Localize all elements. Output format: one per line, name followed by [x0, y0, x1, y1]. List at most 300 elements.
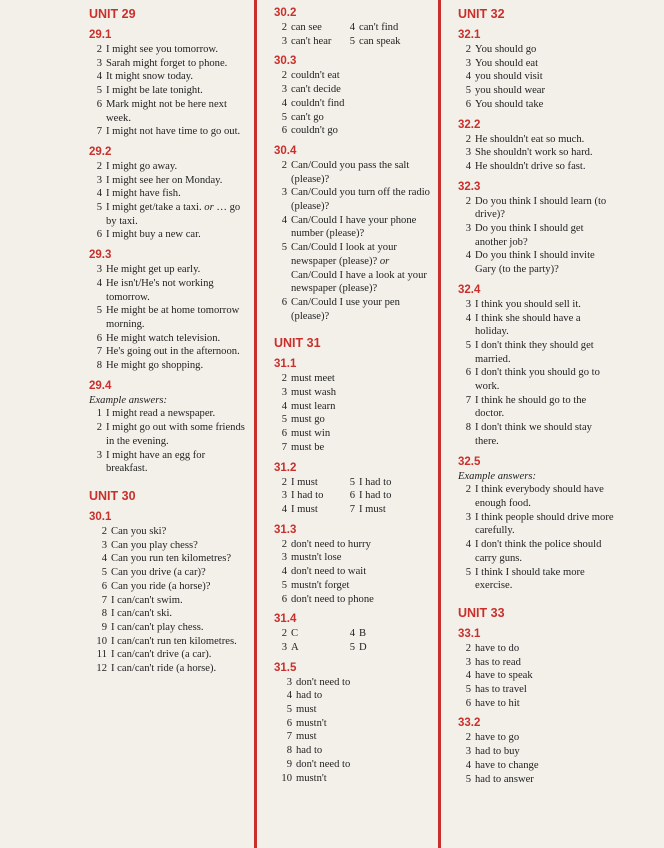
answer-item [274, 730, 434, 744]
answer-item [89, 662, 249, 676]
item-text [291, 186, 434, 213]
answer-item [274, 689, 434, 703]
answer-item [89, 332, 249, 346]
item-text [291, 641, 342, 655]
item-text [359, 35, 422, 49]
item-text [106, 57, 249, 71]
item-number: 2 [281, 70, 287, 82]
answer-text: I can/can't ski. [111, 608, 173, 620]
answer-text: You should eat [475, 57, 539, 69]
item-text [296, 744, 434, 758]
item-text [359, 489, 422, 503]
answer-item [274, 124, 434, 138]
answer-item [342, 476, 422, 490]
answer-text: I might see you tomorrow. [106, 44, 218, 55]
answer-text: must learn [291, 400, 336, 412]
exercise-number: 31.2 [274, 461, 297, 474]
item-text [475, 57, 616, 71]
answer-text: A [291, 641, 299, 653]
answer-text: had to answer [475, 773, 534, 785]
item-text [291, 83, 434, 97]
item-number: 3 [281, 35, 287, 47]
item-number: 5 [465, 85, 471, 97]
item-number: 3 [101, 539, 107, 551]
answer-text: don't need to [296, 758, 351, 770]
item-number: 7 [281, 441, 287, 453]
item-number: 3 [281, 187, 287, 199]
exercise-number: 30.3 [274, 55, 297, 68]
item-text [106, 263, 249, 277]
answer-item [274, 758, 434, 772]
answer-item [274, 565, 434, 579]
item-text [475, 98, 616, 112]
answer-text: can speak [359, 35, 401, 47]
answer-text: I might not have time to go out. [106, 126, 241, 138]
item-number: 8 [96, 360, 102, 372]
exercise-section [458, 118, 616, 174]
exercise-section [458, 627, 616, 711]
answer-item [274, 538, 434, 552]
answer-text: I must [359, 503, 386, 515]
answer-text: He might get up early. [106, 264, 201, 276]
item-number: 5 [96, 305, 102, 317]
answer-item [458, 133, 616, 147]
item-number: 10 [96, 635, 107, 647]
answer-item [458, 366, 616, 393]
item-text [106, 187, 249, 201]
exercise-number: 29.1 [89, 29, 112, 41]
item-text [291, 593, 434, 607]
answer-text: C [291, 628, 299, 640]
answer-text: have to do [475, 642, 520, 654]
exercise-section [458, 28, 616, 112]
exercise-section [274, 461, 434, 517]
item-text [475, 339, 616, 366]
item-text [296, 758, 434, 772]
answer-text: Sarah might forget to phone. [106, 57, 228, 69]
exercise-number: 32.4 [458, 283, 481, 296]
answer-text: can't go [291, 111, 324, 123]
answer-text: I might go out with some friends in the evening. [106, 422, 245, 447]
answer-item [342, 21, 422, 35]
item-number: 7 [96, 126, 102, 138]
item-text [291, 214, 434, 241]
answer-text: mustn't [296, 772, 327, 784]
answer-item [458, 70, 616, 84]
answer-text: couldn't find [291, 97, 345, 109]
item-number: 8 [465, 422, 471, 434]
answer-text: Can/Could I use your pen (please)? [291, 296, 400, 322]
answer-text: I think I should take more exercise. [475, 566, 585, 592]
answer-text: I must [291, 476, 318, 488]
answer-item [89, 125, 249, 139]
answer-item [458, 84, 616, 98]
item-number: 3 [465, 298, 471, 310]
item-text [475, 70, 616, 84]
answer-item [458, 298, 616, 312]
answer-item [458, 195, 616, 222]
item-text [475, 759, 616, 773]
item-number: 6 [96, 332, 102, 344]
item-number: 4 [465, 71, 471, 83]
item-number: 6 [465, 367, 471, 379]
column-divider-right [438, 0, 441, 848]
exercise-number: 32.3 [458, 180, 481, 193]
answer-text: don't need to phone [291, 593, 374, 605]
item-text [111, 580, 249, 594]
answer-text: Can/Could I have your phone number (please)? [291, 214, 417, 240]
exercise-section [274, 661, 434, 786]
item-text [475, 745, 616, 759]
item-text [475, 773, 616, 787]
answer-item [458, 669, 616, 683]
answer-item [274, 676, 434, 690]
answer-item [274, 97, 434, 111]
exercise-number: 29.4 [89, 379, 112, 392]
item-number: 6 [465, 697, 471, 709]
item-number: 4 [465, 759, 471, 771]
item-number: 3 [96, 57, 102, 69]
answer-text: must [296, 731, 317, 743]
item-number: 5 [465, 684, 471, 696]
answer-item [458, 394, 616, 421]
answer-text: I can/can't play chess. [111, 621, 204, 633]
or-word: or [379, 255, 390, 267]
item-text [111, 662, 249, 676]
answer-text: you should wear [475, 85, 546, 97]
item-number: 3 [96, 174, 102, 186]
item-text [475, 538, 616, 565]
answer-item [274, 69, 434, 83]
answer-text: I must [291, 503, 318, 515]
exercise-section [89, 28, 249, 139]
answer-text: mustn't forget [291, 579, 350, 591]
item-number: 3 [281, 387, 287, 399]
item-number: 4 [465, 539, 471, 551]
answer-item [458, 57, 616, 71]
answer-text: mustn't [296, 717, 327, 729]
answer-item [342, 489, 422, 503]
item-text [475, 683, 616, 697]
answer-item [458, 312, 616, 339]
answer-text: I can/can't ride (a horse). [111, 663, 217, 675]
item-text [475, 133, 616, 147]
item-number: 2 [465, 195, 471, 207]
item-text [291, 159, 434, 186]
answer-item [89, 594, 249, 608]
item-number: 4 [281, 214, 287, 226]
answer-item [274, 111, 434, 125]
item-number: 6 [101, 580, 107, 592]
answer-item [89, 566, 249, 580]
item-text [106, 277, 249, 304]
item-text [296, 730, 434, 744]
item-text [111, 594, 249, 608]
item-text [475, 43, 616, 57]
answer-item [458, 421, 616, 448]
unit-heading: UNIT 30 [89, 488, 136, 503]
answer-text: I had to [359, 490, 392, 502]
item-text [291, 241, 434, 296]
answer-text: He's going out in the afternoon. [106, 346, 240, 358]
answer-text: I might be late tonight. [106, 85, 203, 97]
answer-text: don't need to [296, 676, 351, 688]
example-note: Example answers: [458, 470, 536, 482]
answer-text: I might get/take a taxi. [106, 202, 202, 214]
answer-text: must wash [291, 387, 337, 399]
answer-text: can't hear [291, 35, 332, 47]
item-number: 5 [349, 641, 355, 653]
answer-text: can't decide [291, 84, 341, 96]
exercise-section [274, 54, 434, 138]
item-number: 3 [465, 223, 471, 235]
answer-item [458, 642, 616, 656]
answer-text: can't find [359, 22, 399, 33]
item-number: 3 [465, 656, 471, 668]
answer-item [274, 21, 342, 35]
item-text [111, 621, 249, 635]
item-number: 6 [349, 490, 355, 502]
answer-text: must win [291, 428, 331, 440]
item-number: 2 [281, 22, 287, 33]
answer-text: Mark might not be here next week. [106, 98, 227, 124]
answer-grid [274, 476, 434, 517]
answer-text: I think people should drive more carefully. [475, 511, 614, 537]
item-number: 8 [286, 745, 292, 757]
item-number: 6 [281, 593, 287, 605]
answer-text-alt: … go by taxi. [106, 202, 241, 227]
item-number: 5 [96, 85, 102, 97]
item-text [296, 689, 434, 703]
answer-text: It might snow today. [106, 71, 193, 83]
answer-text: I don't think you should go to work. [475, 367, 600, 393]
item-number: 3 [281, 641, 287, 653]
item-number: 9 [101, 621, 107, 633]
item-number: 5 [465, 773, 471, 785]
item-text [359, 641, 422, 655]
exercise-number: 29.2 [89, 145, 112, 158]
item-text [296, 717, 434, 731]
item-text [106, 98, 249, 125]
answer-item [89, 407, 249, 421]
item-text [359, 503, 422, 517]
exercise-number: 31.5 [274, 661, 297, 674]
item-number: 5 [281, 414, 287, 426]
item-text [291, 551, 434, 565]
item-text [291, 386, 434, 400]
answer-text: He might go shopping. [106, 360, 204, 372]
item-number: 3 [96, 264, 102, 276]
answer-text: I think he should go to the doctor. [475, 394, 587, 420]
exercise-section [458, 716, 616, 786]
answer-item [89, 304, 249, 331]
item-text [106, 174, 249, 188]
answer-item [458, 656, 616, 670]
item-number: 7 [465, 394, 471, 406]
answer-text: He might watch television. [106, 332, 221, 344]
item-number: 2 [465, 484, 471, 496]
answer-item [274, 296, 434, 323]
answer-item [274, 372, 434, 386]
answer-column-1 [89, 6, 249, 676]
item-text [475, 366, 616, 393]
answer-item [274, 551, 434, 565]
answer-text: Can you play chess? [111, 539, 198, 551]
item-text [291, 21, 342, 35]
answer-text: I think she should have a holiday. [475, 312, 581, 338]
answer-item [458, 483, 616, 510]
item-number: 5 [281, 242, 287, 254]
item-text [106, 332, 249, 346]
item-text [291, 124, 434, 138]
answer-text: I might go away. [106, 160, 178, 172]
item-text [106, 125, 249, 139]
item-number: 2 [96, 160, 102, 172]
answer-text: have to change [475, 759, 539, 771]
answer-text: B [359, 628, 367, 640]
item-text [291, 427, 434, 441]
answer-item [458, 43, 616, 57]
answer-text: don't need to hurry [291, 538, 371, 550]
item-number: 6 [286, 717, 292, 729]
unit-heading: UNIT 29 [89, 7, 136, 21]
answer-item [89, 552, 249, 566]
item-text [296, 703, 434, 717]
item-number: 1 [96, 408, 102, 420]
item-number: 6 [465, 98, 471, 110]
exercise-number: 32.2 [458, 118, 481, 131]
answer-text: I don't think they should get married. [475, 339, 594, 365]
answer-text: had to [296, 745, 323, 757]
item-number: 7 [101, 594, 107, 606]
answer-text: must go [291, 414, 325, 426]
item-text [291, 296, 434, 323]
exercise-number: 33.2 [458, 717, 481, 730]
item-number: 5 [349, 476, 355, 488]
answer-column-3 [458, 6, 616, 786]
item-text [475, 146, 616, 160]
item-number: 2 [281, 476, 287, 488]
item-text [475, 394, 616, 421]
item-text [106, 345, 249, 359]
item-number: 2 [281, 159, 287, 171]
item-number: 3 [286, 676, 292, 688]
answer-text: Can you run ten kilometres? [111, 553, 232, 565]
item-text [291, 413, 434, 427]
answer-item [274, 35, 342, 49]
answer-text: had to buy [475, 746, 520, 758]
item-number: 3 [281, 84, 287, 96]
answer-item [458, 566, 616, 593]
item-text [359, 476, 422, 490]
answer-text: I think everybody should have enough food. [475, 484, 604, 509]
unit-heading: UNIT 33 [458, 605, 505, 620]
answer-item [89, 525, 249, 539]
answer-item [274, 386, 434, 400]
answer-item [89, 607, 249, 621]
item-text [475, 731, 616, 745]
exercise-section [458, 283, 616, 449]
item-text [111, 607, 249, 621]
item-text [475, 160, 616, 174]
item-number: 4 [286, 690, 292, 702]
item-text [475, 669, 616, 683]
exercise-section [89, 379, 249, 476]
item-text [291, 372, 434, 386]
item-number: 4 [281, 400, 287, 412]
answer-item [342, 35, 422, 49]
item-number: 10 [281, 772, 292, 784]
item-text [106, 407, 249, 421]
item-text [106, 201, 249, 228]
answer-item [274, 627, 342, 641]
answer-item [89, 160, 249, 174]
answer-text: I might read a newspaper. [106, 408, 216, 420]
answer-text: has to travel [475, 684, 527, 696]
column-divider-left [254, 0, 257, 848]
item-number: 2 [101, 525, 107, 537]
item-text [291, 579, 434, 593]
item-text [106, 70, 249, 84]
example-note: Example answers: [89, 394, 167, 406]
item-number: 4 [96, 71, 102, 83]
item-number: 2 [465, 642, 471, 654]
answer-item [458, 759, 616, 773]
exercise-number: 31.4 [274, 613, 297, 626]
answer-item [274, 717, 434, 731]
answer-item [274, 703, 434, 717]
item-number: 2 [465, 133, 471, 145]
answer-text: don't need to wait [291, 566, 367, 578]
item-number: 11 [96, 649, 107, 661]
exercise-section [458, 180, 616, 277]
answer-text: couldn't eat [291, 70, 340, 82]
answer-item [89, 228, 249, 242]
item-text [475, 483, 616, 510]
answer-text: couldn't go [291, 125, 338, 137]
item-number: 4 [465, 160, 471, 172]
answer-text: I might see her on Monday. [106, 174, 223, 186]
answer-text-alt: Can/Could I have a look at your newspaper (please)? [291, 269, 427, 295]
exercise-number: 29.3 [89, 249, 112, 262]
answer-item [458, 146, 616, 160]
answer-item [89, 187, 249, 201]
answer-item [89, 43, 249, 57]
answer-text: must be [291, 441, 325, 453]
answer-text: He isn't/He's not working tomorrow. [106, 277, 214, 303]
item-number: 6 [96, 98, 102, 110]
answer-item [89, 421, 249, 448]
item-number: 4 [281, 503, 287, 515]
answer-item [342, 627, 422, 641]
item-number: 12 [96, 663, 107, 675]
item-number: 5 [465, 566, 471, 578]
item-text [475, 84, 616, 98]
item-number: 2 [96, 44, 102, 55]
item-text [291, 111, 434, 125]
item-text [111, 552, 249, 566]
answer-column-2 [274, 6, 434, 785]
item-text [475, 656, 616, 670]
answer-text: D [359, 641, 367, 653]
item-number: 5 [281, 579, 287, 591]
answer-item [274, 400, 434, 414]
item-number: 3 [465, 511, 471, 523]
answer-text: have to speak [475, 670, 533, 682]
item-number: 3 [281, 552, 287, 564]
item-number: 6 [281, 428, 287, 440]
item-number: 6 [281, 125, 287, 137]
